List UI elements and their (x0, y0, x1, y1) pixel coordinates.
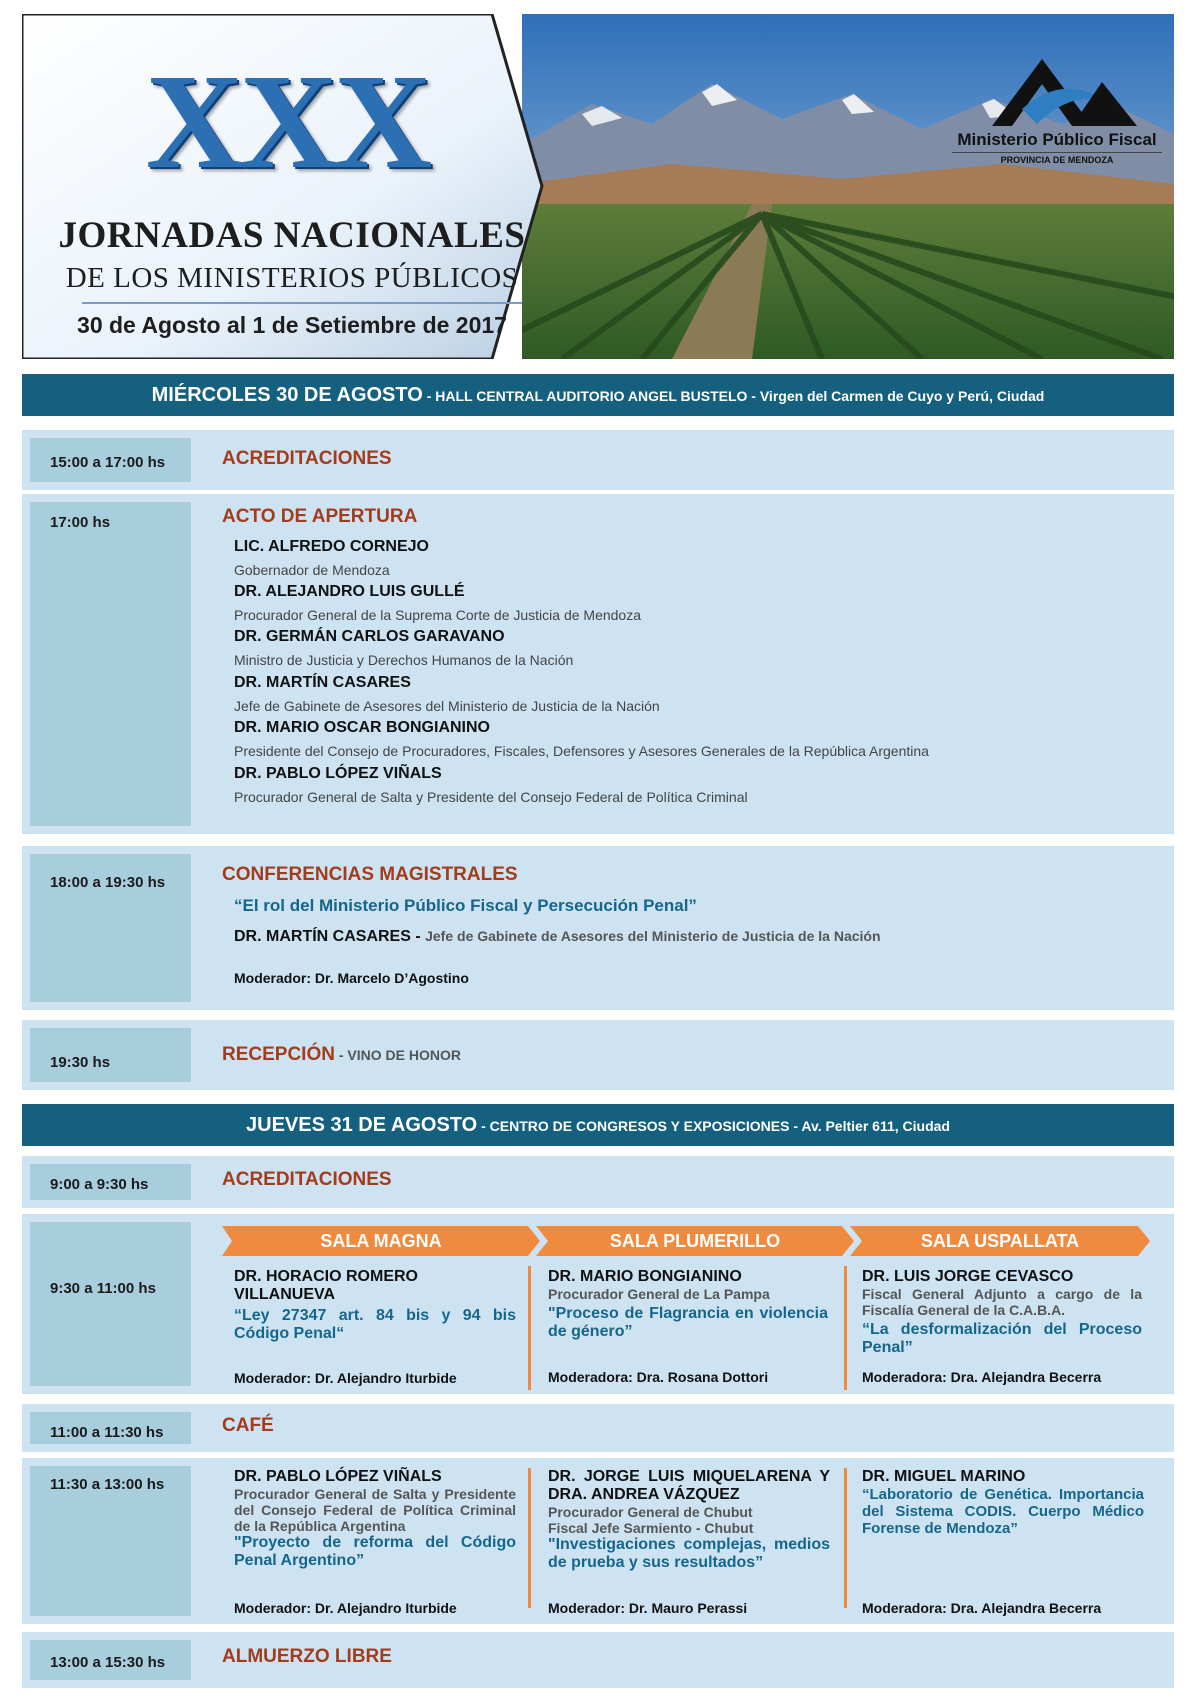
moderator: Moderador: Dr. Alejandro Iturbide (234, 1600, 457, 1616)
schedule-row-almuerzo (22, 1632, 1174, 1688)
sala-name: SALA PLUMERILLO (609, 1231, 781, 1251)
time-label: 15:00 a 17:00 hs (50, 454, 166, 471)
time-label: 11:30 a 13:00 hs (50, 1476, 165, 1493)
time-cell (30, 854, 191, 1002)
sala-uspallata-session-2 (862, 1468, 1144, 1537)
talk-title: "Investigaciones complejas, medios de prueba y sus resultados” (548, 1536, 830, 1571)
time-label: 9:00 a 9:30 hs (50, 1176, 149, 1193)
time-label: 13:00 a 15:30 hs (50, 1654, 166, 1671)
conference-speaker (234, 928, 881, 946)
sala-magna-session-2 (234, 1468, 516, 1570)
time-cell (30, 1028, 191, 1082)
talk-title: “Laboratorio de Genética. Importancia del Sistema CODIS. Cuerpo Médico Forense de Mendoza” (862, 1486, 1144, 1537)
roman-numeral: XXX (145, 47, 429, 197)
sala-magna-session (234, 1268, 516, 1343)
schedule-row-apertura (22, 494, 1174, 834)
schedule-row-conferencias (22, 846, 1174, 1010)
speaker-name: DR. PABLO LÓPEZ VIÑALS (234, 765, 442, 782)
schedule-row-acreditaciones-2 (22, 1156, 1174, 1208)
column-divider (844, 1468, 847, 1608)
sala-uspallata-header (850, 1226, 1150, 1256)
session-title: ALMUERZO LIBRE (222, 1646, 392, 1667)
sala-name: SALA MAGNA (320, 1231, 442, 1251)
time-cell (30, 1222, 191, 1386)
time-label: 18:00 a 19:30 hs (50, 874, 166, 891)
schedule-row-cafe (22, 1404, 1174, 1452)
speaker-role: Ministro de Justicia y Derechos Humanos de la Nación (234, 652, 574, 668)
column-divider (528, 1468, 531, 1608)
moderator: Moderadora: Dra. Alejandra Becerra (862, 1369, 1102, 1385)
time-cell (30, 1412, 191, 1444)
speaker-role: Presidente del Consejo de Procuradores, Fiscales, Defensores y Asesores Generales de la República Argentina (234, 743, 929, 759)
schedule-row-acreditaciones-1 (22, 430, 1174, 490)
time-cell (30, 1164, 191, 1200)
speaker-name: DR. MARIO OSCAR BONGIANINO (234, 719, 490, 736)
logo-name: Ministerio Público Fiscal (957, 130, 1157, 149)
day2-venue: - CENTRO DE CONGRESOS Y EXPOSICIONES - Av. Peltier 611, Ciudad (477, 1118, 950, 1134)
schedule-row-block2 (22, 1458, 1174, 1624)
schedule-row-recepcion (22, 1020, 1174, 1090)
session-title: CONFERENCIAS MAGISTRALES (222, 864, 518, 885)
sala-magna-header (222, 1226, 540, 1256)
time-label: 11:00 a 11:30 hs (50, 1424, 164, 1441)
speaker-name: DR. PABLO LÓPEZ VIÑALS (234, 1468, 442, 1485)
moderator: Moderadora: Dra. Rosana Dottori (548, 1369, 769, 1385)
time-cell (30, 502, 191, 826)
day2-header-bar (22, 1104, 1174, 1146)
speaker-role: Gobernador de Mendoza (234, 562, 390, 578)
day1-header-bar (22, 374, 1174, 416)
speaker-name: DR. MARTÍN CASARES - (234, 928, 426, 945)
speaker-name: DR. LUIS JORGE CEVASCO (862, 1268, 1074, 1285)
time-cell (30, 438, 191, 482)
speaker-name: DR. JORGE LUIS MIQUELARENA Y DRA. ANDREA VÁZQUEZ (548, 1468, 830, 1503)
moderator: Moderadora: Dra. Alejandra Becerra (862, 1600, 1102, 1616)
moderator: Moderador: Dr. Mauro Perassi (548, 1600, 748, 1616)
speaker-name: DR. MIGUEL MARINO (862, 1468, 1026, 1485)
talk-title: “Ley 27347 art. 84 bis y 94 bis Código Penal“ (234, 1307, 516, 1342)
talk-title: “La desformalización del Proceso Penal” (862, 1321, 1142, 1356)
event-header (22, 14, 1174, 359)
sala-plumerillo-header (536, 1226, 854, 1256)
speaker-role: Procurador General de La Pampa (548, 1286, 770, 1302)
event-dates: 30 de Agosto al 1 de Setiembre de 2017 (77, 312, 507, 338)
moderator: Moderador: Dr. Alejandro Iturbide (234, 1370, 457, 1386)
speaker-name: DR. MARTÍN CASARES (234, 674, 411, 691)
time-cell (30, 1640, 191, 1680)
schedule-row-block1 (22, 1214, 1174, 1394)
speaker-name: DR. MARIO BONGIANINO (548, 1268, 742, 1285)
time-label: 17:00 hs (50, 514, 111, 531)
speaker-name: DR. HORACIO ROMERO VILLANUEVA (234, 1268, 418, 1303)
session-title: ACREDITACIONES (222, 448, 392, 469)
recepcion-title: RECEPCIÓN (222, 1044, 335, 1065)
day2-title: JUEVES 31 DE AGOSTO (246, 1114, 478, 1136)
speaker-role: Procurador General de Salta y Presidente del Consejo Federal de Política Criminal de la República Argentina (234, 1486, 516, 1534)
session-title: ACREDITACIONES (222, 1169, 392, 1190)
sala-uspallata-session (862, 1268, 1142, 1357)
ministerio-logo (952, 54, 1162, 174)
speaker-name: DR. ALEJANDRO LUIS GULLÉ (234, 583, 465, 600)
time-label: 19:30 hs (50, 1054, 111, 1071)
speaker-role: Procurador General de Chubut (548, 1504, 753, 1520)
day1-venue: - HALL CENTRAL AUDITORIO ANGEL BUSTELO - Virgen del Carmen de Cuyo y Perú, Ciudad (422, 388, 1045, 404)
title-divider (82, 302, 522, 304)
title-panel (22, 14, 582, 359)
talk-title: "Proyecto de reforma del Código Penal Argentino” (234, 1534, 516, 1569)
day1-title: MIÉRCOLES 30 DE AGOSTO (151, 384, 423, 406)
speaker-name: DR. GERMÁN CARLOS GARAVANO (234, 628, 505, 645)
time-label: 9:30 a 11:00 hs (50, 1280, 156, 1297)
speaker-role-2: Fiscal Jefe Sarmiento - Chubut (548, 1520, 754, 1536)
event-subtitle: DE LOS MINISTERIOS PÚBLICOS (65, 262, 519, 294)
time-cell (30, 1466, 191, 1616)
speaker-role: Procurador General de la Suprema Corte de Justicia de Mendoza (234, 607, 641, 623)
logo-mountain-icon (952, 54, 1162, 130)
speaker-role: Jefe de Gabinete de Asesores del Ministerio de Justicia de la Nación (425, 928, 881, 944)
moderator: Moderador: Dr. Marcelo D’Agostino (234, 970, 469, 986)
recepcion-sub: - VINO DE HONOR (334, 1047, 461, 1063)
speaker-role: Fiscal General Adjunto a cargo de la Fiscalía General de la C.A.B.A. (862, 1286, 1142, 1318)
logo-subtitle: PROVINCIA DE MENDOZA (952, 152, 1162, 165)
talk-title: "Proceso de Flagrancia en violencia de género” (548, 1305, 828, 1340)
sala-name: SALA USPALLATA (920, 1231, 1080, 1251)
sala-plumerillo-session (548, 1268, 828, 1341)
event-title: JORNADAS NACIONALES (58, 215, 526, 256)
speaker-role: Procurador General de Salta y Presidente del Consejo Federal de Política Criminal (234, 789, 748, 805)
session-title (222, 1044, 461, 1066)
speaker-name: LIC. ALFREDO CORNEJO (234, 538, 429, 555)
conference-quote: “El rol del Ministerio Público Fiscal y Persecución Penal” (234, 896, 697, 915)
column-divider (844, 1266, 847, 1390)
speaker-role: Jefe de Gabinete de Asesores del Ministerio de Justicia de la Nación (234, 698, 660, 714)
session-title: CAFÉ (222, 1415, 274, 1436)
session-title: ACTO DE APERTURA (222, 506, 418, 527)
column-divider (528, 1266, 531, 1390)
sala-plumerillo-session-2 (548, 1468, 830, 1572)
